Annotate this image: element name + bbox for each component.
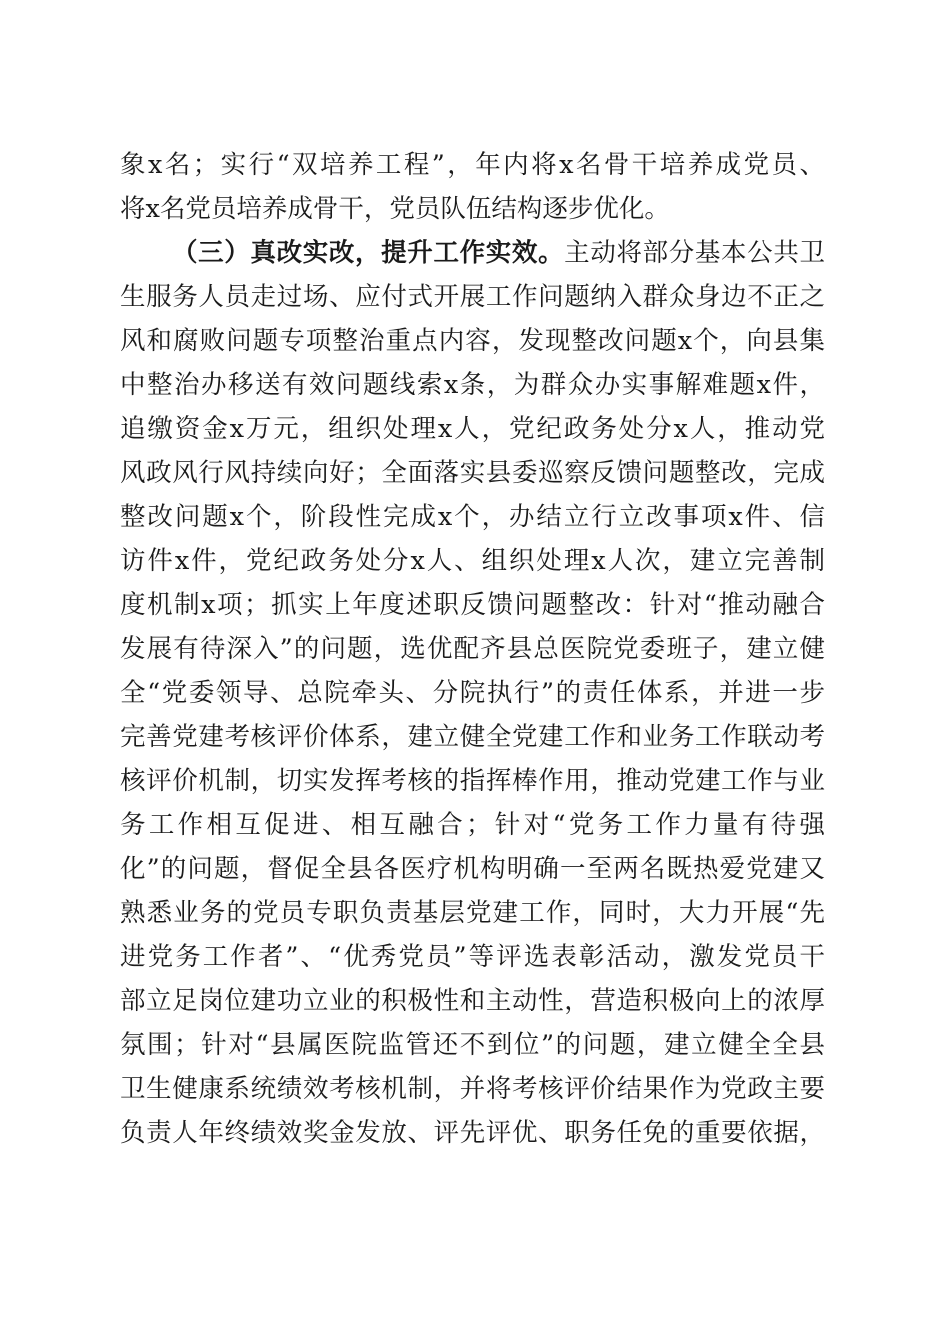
text-line-10: 访件x件，党纪政务处分x人、组织处理x人次，建立完善制 xyxy=(120,546,825,576)
text-line-15: 核评价机制，切实发挥考核的指挥棒作用，推动党建工作与业 xyxy=(120,766,825,796)
text-line-6: 中整治办移送有效问题线索x条，为群众办实事解难题x件， xyxy=(120,370,825,400)
text-line-2: 将x名党员培养成骨干，党员队伍结构逐步优化。 xyxy=(120,194,670,224)
text-line-8: 风政风行风持续向好；全面落实县委巡察反馈问题整改，完成 xyxy=(120,458,825,488)
section-heading: （三）真改实改，提升工作实效。 xyxy=(172,238,565,268)
text-line-20: 部立足岗位建功立业的积极性和主动性，营造积极向上的浓厚 xyxy=(120,986,825,1016)
text-line-14: 完善党建考核评价体系，建立健全党建工作和业务工作联动考 xyxy=(120,722,825,752)
text-line-12: 发展有待深入”的问题，选优配齐县总医院党委班子，建立健 xyxy=(120,634,825,664)
text-line-18: 熟悉业务的党员专职负责基层党建工作，同时，大力开展“先 xyxy=(120,898,825,928)
text-line-19: 进党务工作者”、“优秀党员”等评选表彰活动，激发党员干 xyxy=(120,942,825,972)
section-heading-line xyxy=(172,231,825,275)
text-line-13: 全“党委领导、总院牵头、分院执行”的责任体系，并进一步 xyxy=(120,678,825,708)
text-line-11: 度机制x项；抓实上年度述职反馈问题整改：针对“推动融合 xyxy=(120,590,825,620)
text-line-16: 务工作相互促进、相互融合；针对“党务工作力量有待强 xyxy=(120,810,825,840)
text-line-21: 氛围；针对“县属医院监管还不到位”的问题，建立健全全县 xyxy=(120,1030,825,1060)
section-intro: 主动将部分基本公共卫 xyxy=(564,238,825,268)
text-line-5: 风和腐败问题专项整治重点内容，发现整改问题x个，向县集 xyxy=(120,326,825,356)
text-line-1: 象x名；实行“双培养工程”，年内将x名骨干培养成党员、 xyxy=(120,150,825,180)
text-line-7: 追缴资金x万元，组织处理x人，党纪政务处分x人，推动党 xyxy=(120,414,825,444)
text-line-22: 卫生健康系统绩效考核机制，并将考核评价结果作为党政主要 xyxy=(120,1074,825,1104)
text-line-23: 负责人年终绩效奖金发放、评先评优、职务任免的重要依据， xyxy=(120,1118,825,1148)
text-line-9: 整改问题x个，阶段性完成x个，办结立行立改事项x件、信 xyxy=(120,502,825,532)
text-line-4: 生服务人员走过场、应付式开展工作问题纳入群众身边不正之 xyxy=(120,282,825,312)
text-line-17: 化”的问题，督促全县各医疗机构明确一至两名既热爱党建又 xyxy=(120,854,825,884)
